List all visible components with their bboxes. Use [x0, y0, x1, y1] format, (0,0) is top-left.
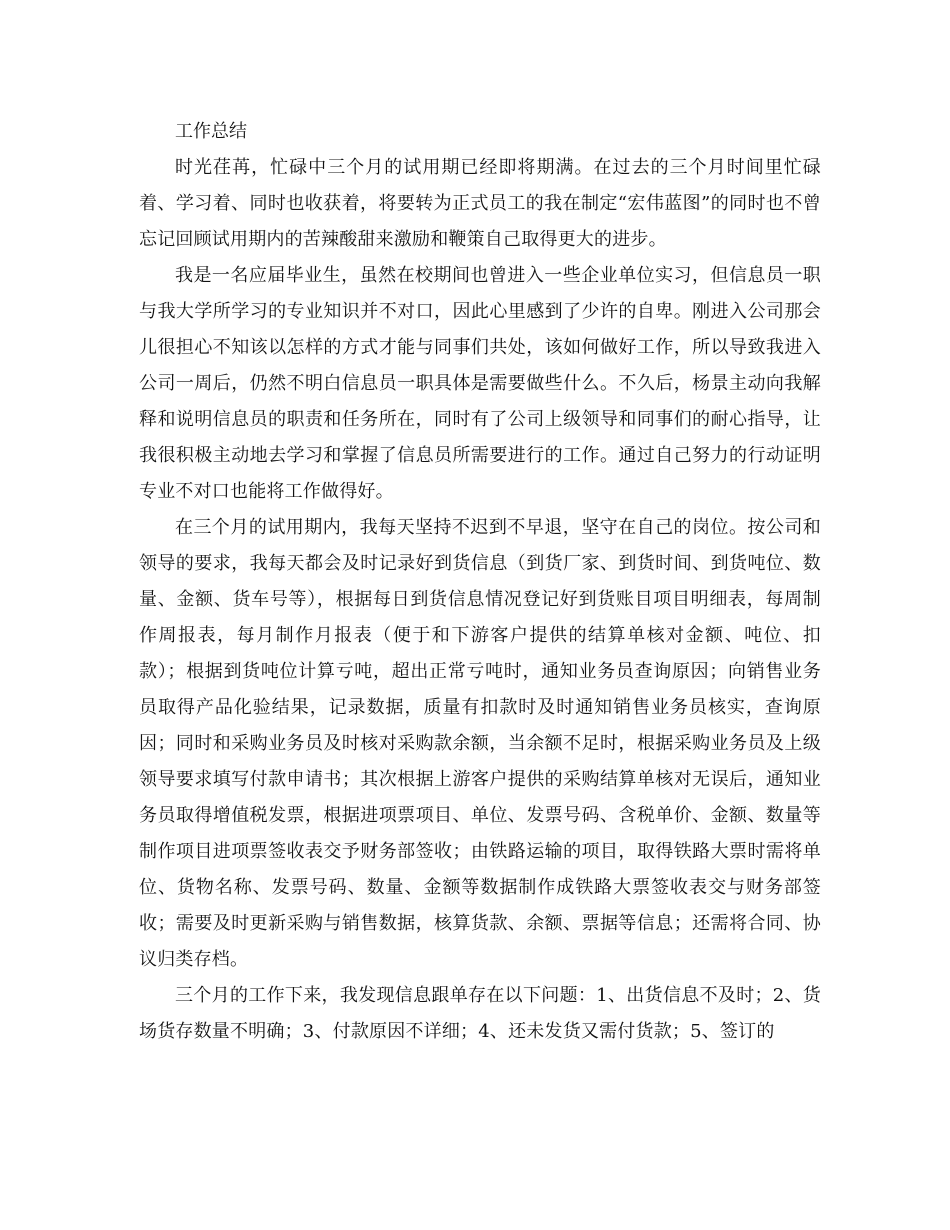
paragraph-background: 我是一名应届毕业生，虽然在校期间也曾进入一些企业单位实习，但信息员一职与我大学所学习的专业知识并不对口，因此心里感到了少许的自卑。刚进入公司那会儿很担心不知该以怎样的方式才能与同事们共处，该如何做好工作，所以导致我进入公司一周后，仍然不明白信息员一职具体是需要做些什么。不久后，杨景主动向我解释和说明信息员的职责和任务所在，同时有了公司上级领导和同事们的耐心指导，让我很积极主动地去学习和掌握了信息员所需要进行的工作。通过自己努力的行动证明专业不对口也能将工作做得好。 — [139, 265, 821, 502]
document-body — [139, 114, 821, 1050]
document-title: 工作总结 — [175, 121, 247, 142]
paragraph-intro: 时光荏苒，忙碌中三个月的试用期已经即将期满。在过去的三个月时间里忙碌着、学习着、同时也收获着，将要转为正式员工的我在制定“宏伟蓝图”的同时也不曾忘记回顾试用期内的苦辣酸甜来激励和鞭策自己取得更大的进步。 — [139, 157, 821, 250]
paragraph-duties: 在三个月的试用期内，我每天坚持不迟到不早退，坚守在自己的岗位。按公司和领导的要求，我每天都会及时记录好到货信息（到货厂家、到货时间、到货吨位、数量、金额、货车号等），根据每日到货信息情况登记好到货账目项目明细表，每周制作周报表，每月制作月报表（便于和下游客户提供的结算单核对金额、吨位、扣款）；根据到货吨位计算亏吨，超出正常亏吨时，通知业务员查询原因；向销售业务员取得产品化验结果，记录数据，质量有扣款时及时通知销售业务员核实，查询原因；同时和采购业务员及时核对采购款余额，当余额不足时，根据采购业务员及上级领导要求填写付款申请书；其次根据上游客户提供的采购结算单核对无误后，通知业务员取得增值税发票，根据进项票项目、单位、发票号码、含税单价、金额、数量等制作项目进项票签收表交予财务部签收；由铁路运输的项目，取得铁路大票时需将单位、货物名称、发票号码、数量、金额等数据制作成铁路大票签收表交与财务部签收；需要及时更新采购与销售数据，核算货款、余额、票据等信息；还需将合同、协议归类存档。 — [139, 517, 821, 970]
paragraph-problems: 三个月的工作下来，我发现信息跟单存在以下问题：1、出货信息不及时；2、货场货存数量不明确；3、付款原因不详细；4、还未发货又需付货款；5、签订的 — [139, 985, 821, 1042]
